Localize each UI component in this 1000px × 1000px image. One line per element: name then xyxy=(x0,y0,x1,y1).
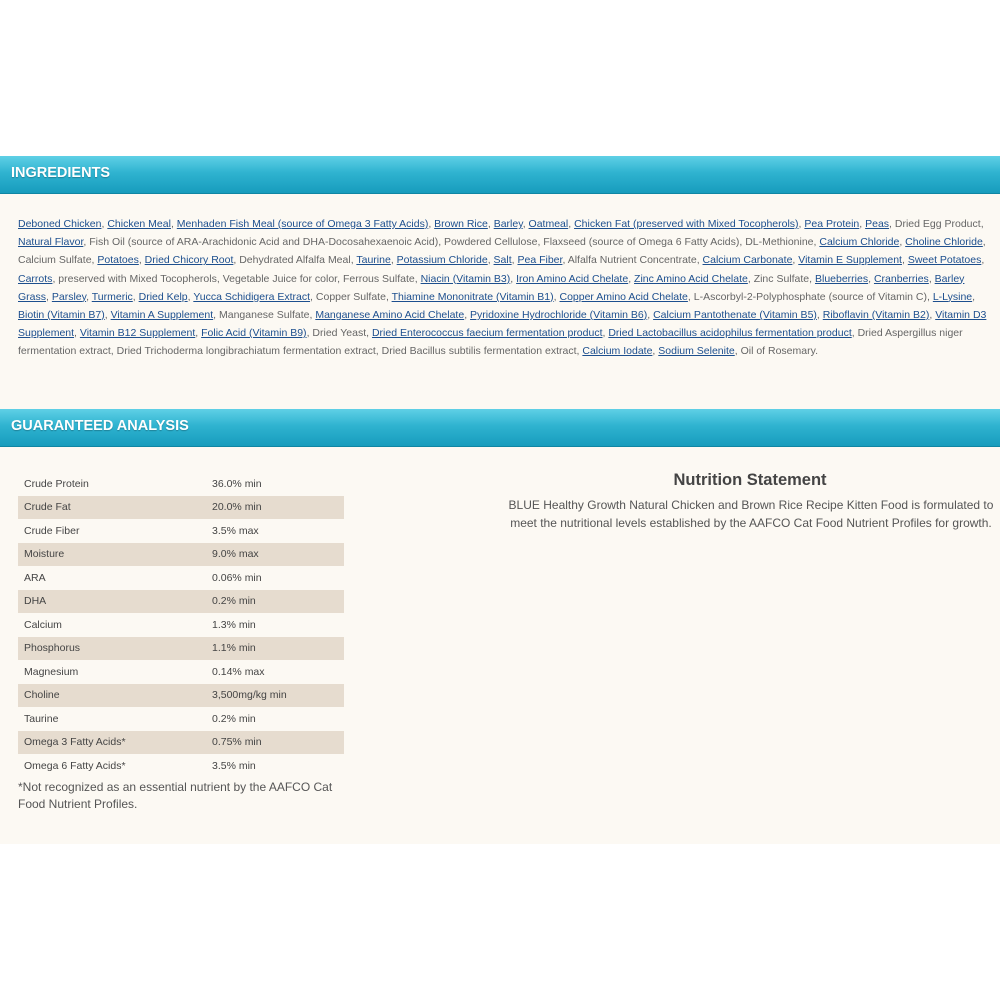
ingredient-text: Dried Aspergillus niger fermentation extract xyxy=(18,327,963,358)
nutrient-value: 9.0% max xyxy=(206,543,344,567)
ingredient-link[interactable]: Barley xyxy=(493,218,523,230)
ingredient-link[interactable]: Vitamin B12 Supplement xyxy=(79,327,196,340)
ingredient-link[interactable]: Biotin (Vitamin B7) xyxy=(18,309,105,322)
ingredient-link[interactable]: Chicken Meal xyxy=(107,218,171,230)
table-row xyxy=(18,590,344,614)
nutrient-name: ARA xyxy=(24,571,46,584)
ingredient-text: Dried Trichoderma longibrachiatum fermentation extract xyxy=(116,345,376,358)
product-info-panel xyxy=(0,156,1000,844)
nutrient-name: Choline xyxy=(18,684,206,708)
ingredient-link[interactable]: Carrots xyxy=(18,272,53,285)
ingredient-link[interactable]: Blueberries xyxy=(814,272,869,285)
nutrition-statement-text: BLUE Healthy Growth Natural Chicken and Brown Rice Recipe Kitten Food is formulated to meet the nutritional levels established by the AAFCO Cat Food Nutrient Profiles for growth. xyxy=(508,498,994,530)
ingredient-link[interactable]: Cranberries xyxy=(873,272,929,285)
ingredient-link[interactable]: Calcium Carbonate xyxy=(702,254,793,267)
ingredient-link[interactable]: Dried Chicory Root xyxy=(144,254,234,267)
ingredient-link[interactable]: Calcium Chloride xyxy=(819,236,900,249)
table-row xyxy=(18,543,344,567)
ingredient-link[interactable]: Vitamin E Supplement xyxy=(798,254,902,267)
nutrient-value: 0.14% max xyxy=(212,665,265,678)
nutrient-value: 3,500mg/kg min xyxy=(206,684,344,708)
nutrient-value: 0.06% min xyxy=(212,571,262,584)
ingredient-link[interactable]: Dried Lactobacillus acidophilus fermentation product xyxy=(608,327,852,340)
ingredient-link[interactable]: Vitamin D3 Supplement xyxy=(18,309,987,340)
ingredient-text: Dehydrated Alfalfa Meal xyxy=(239,254,351,267)
ingredient-link[interactable]: Calcium Pantothenate (Vitamin B5) xyxy=(653,309,817,322)
table-row xyxy=(18,660,344,684)
ingredient-link[interactable]: Parsley xyxy=(51,290,87,303)
ingredient-link[interactable]: Menhaden Fish Meal (source of Omega 3 Fatty Acids) xyxy=(176,218,429,230)
ingredients-title: INGREDIENTS xyxy=(11,165,111,181)
ingredient-link[interactable]: Salt xyxy=(493,254,512,267)
ingredient-link[interactable]: Calcium Iodate xyxy=(582,345,653,358)
nutrient-value: 36.0% min xyxy=(212,477,262,490)
nutrient-name: Moisture xyxy=(18,543,206,567)
ingredient-link[interactable]: Iron Amino Acid Chelate xyxy=(516,272,629,285)
nutrient-name: Omega 6 Fatty Acids* xyxy=(24,759,126,772)
ingredient-link[interactable]: Niacin (Vitamin B3) xyxy=(420,272,511,285)
ingredient-link[interactable]: Manganese Amino Acid Chelate xyxy=(315,309,465,322)
ingredient-text: Vegetable Juice for color xyxy=(222,272,338,285)
ingredient-text: Copper Sulfate xyxy=(315,290,386,303)
nutrient-name: Calcium xyxy=(24,618,62,631)
ingredient-link[interactable]: Pea Protein xyxy=(804,218,860,230)
ingredients-header xyxy=(0,156,1000,194)
ingredient-link[interactable]: Taurine xyxy=(356,254,391,267)
ingredient-link[interactable]: Potatoes xyxy=(97,254,139,267)
nutrient-name: Taurine xyxy=(24,712,59,725)
nutrient-value: 1.1% min xyxy=(206,637,344,661)
ingredient-link[interactable]: Choline Chloride xyxy=(905,236,983,249)
ingredient-link[interactable]: Yucca Schidigera Extract xyxy=(193,290,311,303)
guaranteed-analysis-table xyxy=(18,472,344,778)
ingredient-link[interactable]: Potassium Chloride xyxy=(396,254,488,267)
nutrient-value: 3.5% max xyxy=(212,524,259,537)
nutrition-statement-title: Nutrition Statement xyxy=(673,471,827,489)
ingredient-link[interactable]: Chicken Fat (preserved with Mixed Tocopherols) xyxy=(574,218,799,230)
ingredient-link[interactable]: Riboflavin (Vitamin B2) xyxy=(822,309,930,322)
ingredient-link[interactable]: Natural Flavor xyxy=(18,236,84,249)
ingredient-text: preserved with Mixed Tocopherols xyxy=(58,272,217,285)
ingredient-text: Alfalfa Nutrient Concentrate xyxy=(567,254,697,267)
nutrient-value: 0.2% min xyxy=(206,590,344,614)
ingredient-link[interactable]: L-Lysine xyxy=(932,290,973,303)
nutrient-name: DHA xyxy=(18,590,206,614)
ingredient-link[interactable]: Sweet Potatoes xyxy=(907,254,982,267)
nutrient-name: Crude Fat xyxy=(18,496,206,520)
ingredient-text: Fish Oil (source of ARA-Arachidonic Acid and DHA-Docosahexaenoic Acid) xyxy=(89,236,439,249)
nutrient-value: 1.3% min xyxy=(212,618,256,631)
ingredient-link[interactable]: Vitamin A Supplement xyxy=(110,309,214,322)
ingredient-text: Oil of Rosemary xyxy=(740,345,816,358)
ingredient-text: Dried Egg Product xyxy=(894,218,981,230)
analysis-footnote: *Not recognized as an essential nutrient by the AAFCO Cat Food Nutrient Profiles. xyxy=(18,780,333,811)
ingredient-text: Flaxseed (source of Omega 6 Fatty Acids) xyxy=(543,236,740,249)
ingredient-text: Ferrous Sulfate xyxy=(342,272,415,285)
table-row xyxy=(18,731,344,755)
ingredient-text: Dried Bacillus subtilis fermentation extract xyxy=(381,345,577,358)
guaranteed-analysis-title: GUARANTEED ANALYSIS xyxy=(11,418,189,434)
ingredient-text: L-Ascorbyl-2-Polyphosphate (source of Vitamin C) xyxy=(693,290,927,303)
nutrient-value: 0.2% min xyxy=(212,712,256,725)
table-row xyxy=(18,472,344,496)
ingredient-link[interactable]: Zinc Amino Acid Chelate xyxy=(634,272,748,285)
ingredient-link[interactable]: Deboned Chicken xyxy=(18,218,102,230)
table-row xyxy=(18,707,344,731)
ingredient-link[interactable]: Turmeric xyxy=(91,290,133,303)
ingredient-link[interactable]: Sodium Selenite xyxy=(658,345,735,358)
table-row xyxy=(18,613,344,637)
ingredient-link[interactable]: Barley Grass xyxy=(18,272,965,303)
ingredient-link[interactable]: Copper Amino Acid Chelate xyxy=(559,290,688,303)
nutrient-name: Crude Fiber xyxy=(24,524,80,537)
nutrient-value: 20.0% min xyxy=(206,496,344,520)
ingredient-text: Powdered Cellulose xyxy=(444,236,538,249)
ingredient-link[interactable]: Peas xyxy=(865,218,890,230)
table-row xyxy=(18,637,344,661)
nutrient-name: Omega 3 Fatty Acids* xyxy=(18,731,206,755)
guaranteed-analysis-header xyxy=(0,409,1000,447)
table-row xyxy=(18,754,344,778)
table-row xyxy=(18,496,344,520)
nutrient-name: Phosphorus xyxy=(18,637,206,661)
ingredient-link[interactable]: Pyridoxine Hydrochloride (Vitamin B6) xyxy=(470,309,648,322)
ingredient-text: Calcium Sulfate xyxy=(18,254,92,267)
ingredient-text: Manganese Sulfate xyxy=(219,309,310,322)
nutrient-value: 0.75% min xyxy=(206,731,344,755)
ingredient-link[interactable]: Brown Rice xyxy=(434,218,488,230)
ingredient-link[interactable]: Dried Enterococcus faecium fermentation product xyxy=(371,327,603,340)
table-row xyxy=(18,519,344,543)
nutrient-value: 3.5% min xyxy=(212,759,256,772)
ingredient-text: Zinc Sulfate xyxy=(753,272,810,285)
ingredient-text: DL-Methionine xyxy=(745,236,814,249)
ingredient-link[interactable]: Oatmeal xyxy=(528,218,569,230)
ingredient-text: Dried Yeast xyxy=(312,327,367,340)
ingredient-link[interactable]: Pea Fiber xyxy=(517,254,563,267)
ingredient-link[interactable]: Thiamine Mononitrate (Vitamin B1) xyxy=(391,290,554,303)
nutrient-name: Magnesium xyxy=(24,665,79,678)
nutrient-name: Crude Protein xyxy=(24,477,89,490)
table-row xyxy=(18,566,344,590)
table-row xyxy=(18,684,344,708)
ingredient-link[interactable]: Folic Acid (Vitamin B9) xyxy=(201,327,307,340)
ingredient-link[interactable]: Dried Kelp xyxy=(138,290,188,303)
ingredients-list: Deboned Chicken, Chicken Meal, Menhaden Fish Meal (source of Omega 3 Fatty Acids), Brown Rice, Barley, Oatmeal, Chicken Fat (preserved with Mixed Tocopherols), Pea Protein, Peas, Dried Egg Product, Natural Flavor, Fish Oil (source of ARA-Arachidonic Acid and DHA-Docosahexaenoic Acid), Powdered Cellulose, Flaxseed (source of Omega 6 Fatty Acids), DL-Methionine, Calcium Chloride, Choline Chloride, Calcium Sulfate, Potatoes, Dried Chicory Root, Dehydrated Alfalfa Meal, Taurine, Potassium Chloride, Salt, Pea Fiber, Alfalfa Nutrient Concentrate, Calcium Carbonate, Vitamin E Supplement, Sweet Potatoes, Carrots, preserved with Mixed Tocopherols, Vegetable Juice for color, Ferrous Sulfate, Niacin (Vitamin B3), Iron Amino Acid Chelate, Zinc Amino Acid Chelate, Zinc Sulfate, Blueberries, Cranberries, Barley Grass, Parsley, Turmeric, Dried Kelp, Yucca Schidigera Extract, Copper Sulfate, Thiamine Mononitrate (Vitamin B1), Copper Amino Acid Chelate, L-Ascorbyl-2-Polyphosphate (source of Vitamin C), L-Lysine, Biotin (Vitamin B7), Vitamin A Supplement, Manganese Sulfate, Manganese Amino Acid Chelate, Pyridoxine Hydrochloride (Vitamin B6), Calcium Pantothenate (Vitamin B5), Riboflavin (Vitamin B2), Vitamin D3 Supplement, Vitamin B12 Supplement, Folic Acid (Vitamin B9), Dried Yeast, Dried Enterococcus faecium fermentation product, Dried Lactobacillus acidophilus fermentation product, Dried Aspergillus niger fermentation extract, Dried Trichoderma longibrachiatum fermentation extract, Dried Bacillus subtilis fermentation extract, Calcium Iodate, Sodium Selenite, Oil of Rosemary. xyxy=(18,218,987,358)
